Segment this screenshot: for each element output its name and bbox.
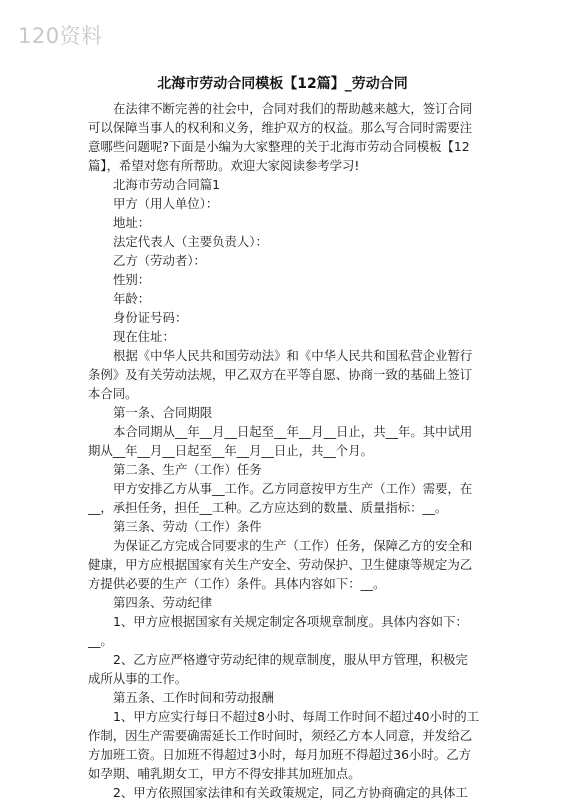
article-4-heading: 第四条、劳动纪律 xyxy=(113,595,213,610)
field-current-address: 现在住址： xyxy=(113,329,175,344)
watermark-logo: 120资料 xyxy=(18,24,103,48)
field-address: 地址： xyxy=(113,215,151,230)
article-3-body: 为保证乙方完成合同要求的生产（工作）任务，保障乙方的安全和健康，甲方应根据国家有关生产安全、劳动保护、卫生健康等规定为乙方提供必要的生产（工作）条件。具体内容如下：__。 xyxy=(88,538,473,591)
document-title: 北海市劳动合同模板【12篇】_劳动合同 xyxy=(157,76,408,92)
article-1-body: 本合同期从__年__月__日起至__年__月__日止，共__年。其中试用期从__年__月__日起至__年__月__日止，共__个月。 xyxy=(88,424,473,458)
article-3-heading: 第三条、劳动（工作）条件 xyxy=(113,519,262,534)
field-legal-rep: 法定代表人（主要负责人）： xyxy=(113,234,268,249)
field-gender: 性别： xyxy=(113,272,151,287)
intro-paragraph: 在法律不断完善的社会中，合同对我们的帮助越来越大，签订合同可以保障当事人的权利和义务，维护双方的权益。那么写合同时需要注意哪些问题呢?下面是小编为大家整理的关于北海市劳动合同模板【12篇】，希望对您有所帮助。欢迎大家阅读参考学习! xyxy=(88,101,473,173)
article-2-body: 甲方安排乙方从事__工作。乙方同意按甲方生产（工作）需要，在__，承担任务，担任__工种。乙方应达到的数量、质量指标：__。 xyxy=(88,481,473,515)
article-2-heading: 第二条、生产（工作）任务 xyxy=(113,462,262,477)
field-employer: 甲方（用人单位）： xyxy=(113,196,219,211)
document-body xyxy=(88,99,480,802)
basis-paragraph: 根据《中华人民共和国劳动法》和《中华人民共和国私营企业暂行条例》及有关劳动法规，甲乙双方在平等自愿、协商一致的基础上签订本合同。 xyxy=(88,348,473,401)
article-4-item-2: 2、乙方应严格遵守劳动纪律的规章制度，服从甲方管理，积极完成所从事的工作。 xyxy=(88,652,468,686)
section-heading: 北海市劳动合同篇1 xyxy=(113,177,221,192)
article-4-item-1: 1、甲方应根据国家有关规定制定各项规章制度。具体内容如下：__。 xyxy=(88,614,468,648)
article-5-item-1: 1、甲方应实行每日不超过8小时、每周工作时间不超过40小时的工作制，因生产需要确需延长工作时间时，须经乙方本人同意，并发给乙方加班工资。日加班不得超过3小时，每月加班不得超过36小时。乙方如孕期、哺乳期女工，甲方不得安排其加班加点。 xyxy=(88,709,480,781)
field-employee: 乙方（劳动者）： xyxy=(113,253,206,268)
article-1-heading: 第一条、合同期限 xyxy=(113,405,213,420)
article-5-item-2: 2、甲方依照国家法律和有关政策规定，同乙方协商确定的具体工 xyxy=(113,785,468,800)
field-id-number: 身份证号码： xyxy=(113,310,188,325)
field-age: 年龄： xyxy=(113,291,151,306)
article-5-heading: 第五条、工作时间和劳动报酬 xyxy=(113,690,275,705)
